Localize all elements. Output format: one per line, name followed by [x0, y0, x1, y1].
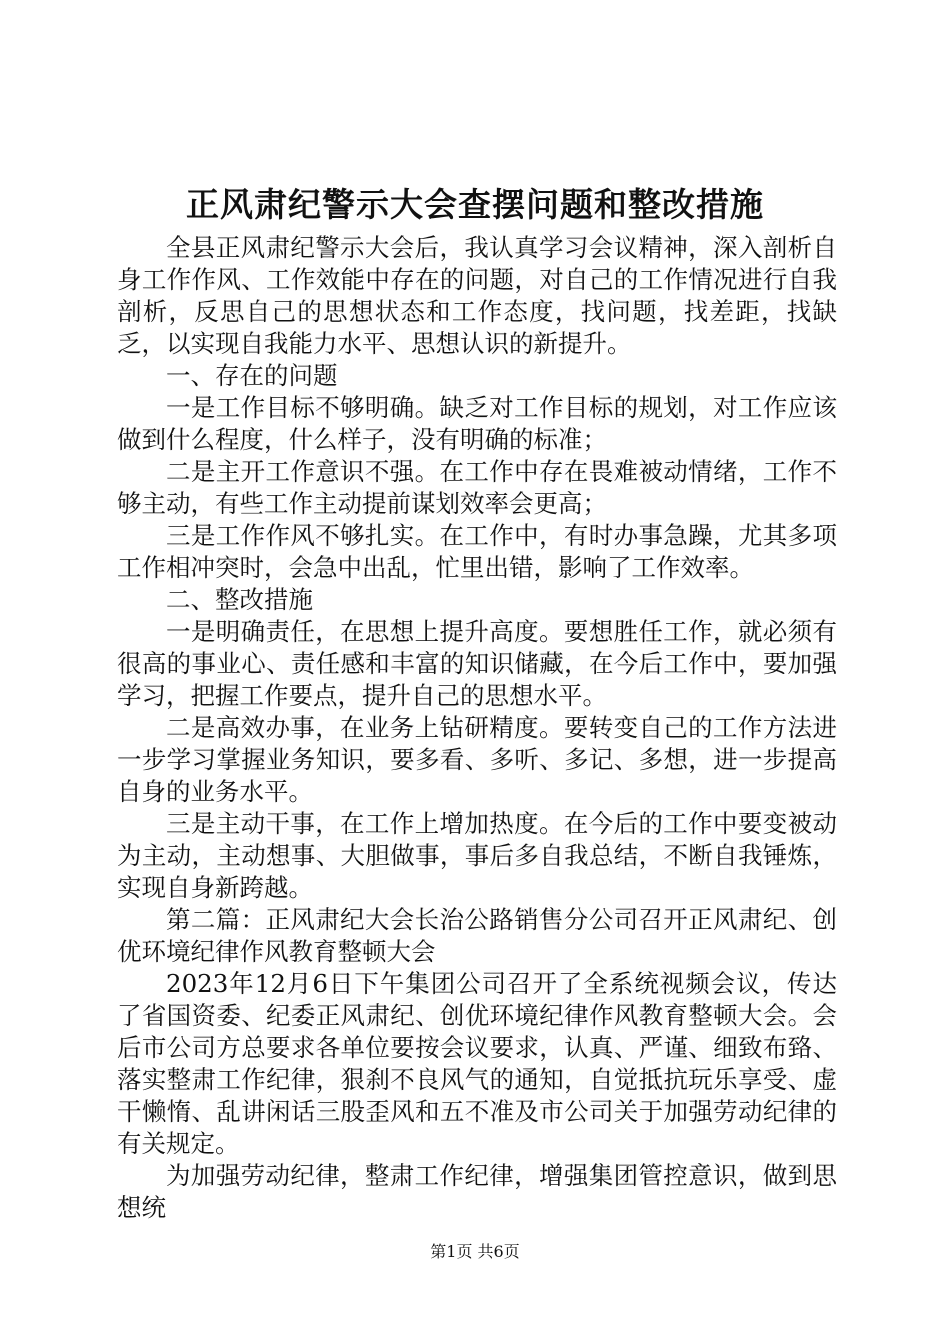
- document-title: 正风肃纪警示大会查摆问题和整改措施: [186, 185, 764, 224]
- paragraph-problem-3: 三是工作作风不够扎实。在工作中，有时办事急躁，尤其多项工作相冲突时，会急中出乱，忙里出错，影响了工作效率。: [117, 521, 837, 582]
- document-body: [117, 232, 837, 1224]
- paragraph-intro: 全县正风肃纪警示大会后，我认真学习会议精神，深入剖析自身工作作风、工作效能中存在的问题，对自己的工作情况进行自我剖析，反思自己的思想状态和工作态度，找问题，找差距，找缺乏，以实现自我能力水平、思想认识的新提升。: [117, 233, 837, 358]
- paragraph-discipline: 为加强劳动纪律，整肃工作纪律，增强集团管控意识，做到思想统: [117, 1161, 837, 1222]
- paragraph-problem-1: 一是工作目标不够明确。缺乏对工作目标的规划，对工作应该做到什么程度，什么样子，没有明确的标准；: [117, 393, 837, 454]
- paragraph-meeting: 2023年12月6日下午集团公司召开了全系统视频会议，传达了省国资委、纪委正风肃纪、创优环境纪律作风教育整顿大会。会后市公司方总要求各单位要按会议要求，认真、严谨、细致布臵、落实整肃工作纪律，狠刹不良风气的通知，自觉抵抗玩乐享受、虚干懒惰、乱讲闲话三股歪风和五不准及市公司关于加强劳动纪律的有关规定。: [117, 969, 837, 1158]
- paragraph-problem-2: 二是主开工作意识不强。在工作中存在畏难被动情绪，工作不够主动，有些工作主动提前谋划效率会更高；: [117, 457, 837, 518]
- paragraph-measure-2: 二是高效办事，在业务上钻研精度。要转变自己的工作方法进一步学习掌握业务知识，要多看、多听、多记、多想，进一步提高自身的业务水平。: [117, 713, 837, 806]
- paragraph-measure-1: 一是明确责任，在思想上提升高度。要想胜任工作，就必须有很高的事业心、责任感和丰富的知识储藏，在今后工作中，要加强学习，把握工作要点，提升自己的思想水平。: [117, 617, 837, 710]
- section-heading-problems: 一、存在的问题: [166, 361, 338, 390]
- section-heading-part-two: 第二篇：正风肃纪大会长治公路销售分公司召开正风肃纪、创优环境纪律作风教育整顿大会: [117, 905, 837, 966]
- section-heading-measures: 二、整改措施: [166, 585, 313, 614]
- page-footer: 第1页 共6页: [430, 1242, 520, 1261]
- paragraph-measure-3: 三是主动干事，在工作上增加热度。在今后的工作中要变被动为主动，主动想事、大胆做事，事后多自我总结，不断自我锤炼，实现自身新跨越。: [117, 809, 837, 902]
